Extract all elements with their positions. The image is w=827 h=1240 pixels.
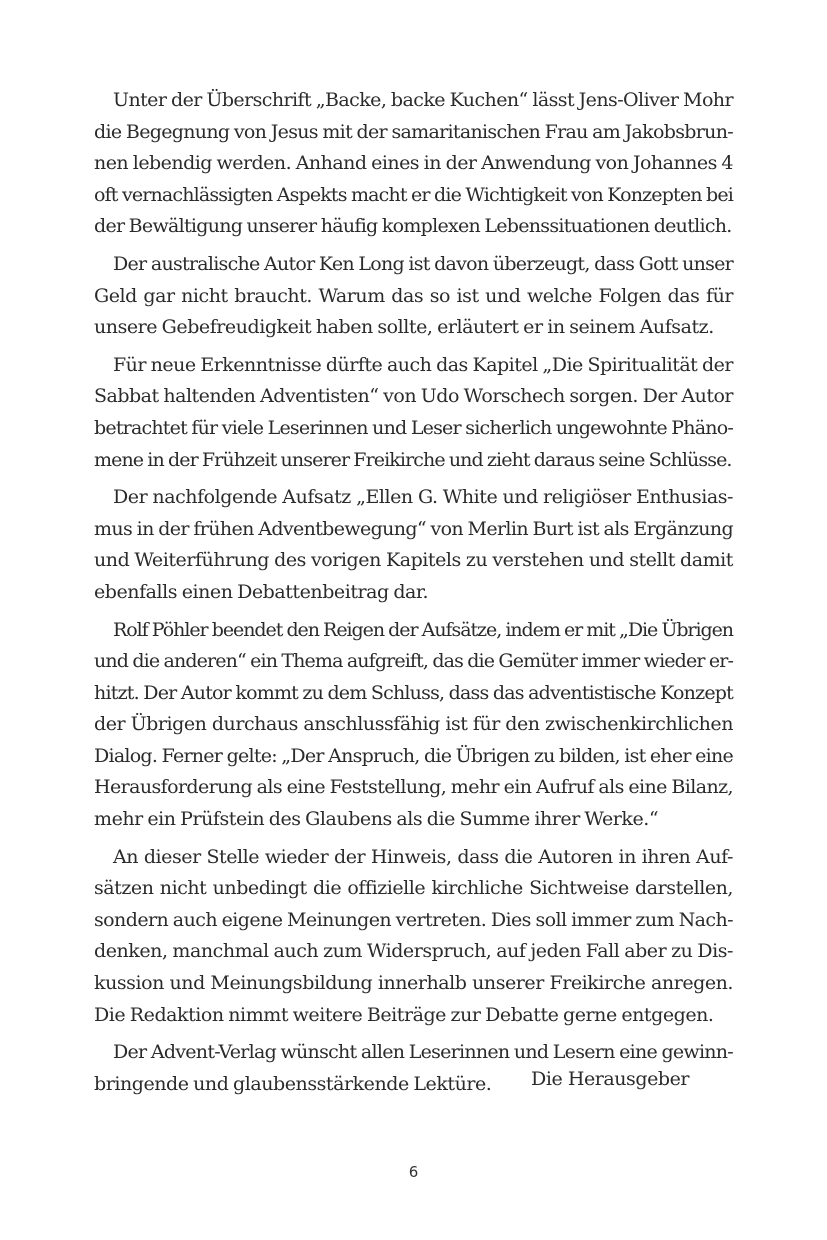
paragraph [94,482,733,608]
text-line: Für neue Erkenntnisse dürfte auch das Kapitel „Die Spiritualität der [113,353,733,376]
text-line: Herausforderung als eine Feststellung, mehr ein Aufruf als eine Bilanz, [94,776,733,799]
text-line: mene in der Frühzeit unserer Freikirche und zieht daraus seine Schlüsse. [94,448,732,471]
text-line: mus in der frühen Adventbewegung“ von Merlin Burt ist als Ergänzung [94,517,733,540]
text-line: oft vernachlässigten Aspekts macht er die Wichtigkeit von Konzepten bei [94,183,733,206]
text-line: der Übrigen durchaus anschlussfähig ist für den zwischenkirchlichen [94,713,733,736]
text-line: hitzt. Der Autor kommt zu dem Schluss, dass das adventistische Konzept [94,681,733,704]
text-line: denken, manchmal auch zum Widerspruch, auf jeden Fall aber zu Dis- [94,940,733,963]
text-line: Dialog. Ferner gelte: „Der Anspruch, die Übrigen zu bilden, ist eher eine [94,744,733,767]
text-line: Sabbat haltenden Adventisten“ von Udo Worschech sorgen. Der Autor [94,385,733,408]
text-line: Geld gar nicht braucht. Warum das so ist und welche Folgen das für [94,284,733,307]
text-line: sätzen nicht unbedingt die offizielle kirchliche Sichtweise darstellen, [94,877,733,900]
text-line: nen lebendig werden. Anhand eines in der Anwendung von Johannes 4 [94,152,733,175]
text-line: Der nachfolgende Aufsatz „Ellen G. White und religiöser Enthusias- [113,486,733,509]
text-line: die Begegnung von Jesus mit der samaritanischen Frau am Jakobsbrun- [94,120,733,143]
paragraph [94,350,733,476]
text-line: betrachtet für viele Leserinnen und Leser sicherlich ungewohnte Phäno- [94,416,733,439]
paragraph [94,249,733,344]
text-line: und die anderen“ ein Thema aufgreift, das die Gemüter immer wieder er- [94,650,733,673]
text-line: mehr ein Prüfstein des Glaubens als die Summe ihrer Werke.“ [94,808,659,831]
text-line: und Weiterführung des vorigen Kapitels zu verstehen und stellt damit [94,549,733,572]
text-line: kussion und Meinungsbildung innerhalb unserer Freikirche anregen. [94,972,733,995]
text-line: Der australische Autor Ken Long ist davon überzeugt, dass Gott unser [113,252,733,275]
text-line: sondern auch eigene Meinungen vertreten. Dies soll immer zum Nach- [94,908,733,931]
paragraph [94,615,733,836]
text-line: Die Redaktion nimmt weitere Beiträge zur Debatte gerne entgegen. [94,1003,714,1026]
text-line: Rolf Pöhler beendet den Reigen der Aufsätze, indem er mit „Die Übrigen [113,618,733,641]
page-number: 6 [408,1163,419,1181]
paragraph [94,842,733,1032]
text-line: Der Advent-Verlag wünscht allen Leserinnen und Lesern eine gewinn- [113,1041,733,1064]
paragraph [94,85,733,243]
text-line: Unter der Überschrift „Backe, backe Kuchen“ lässt Jens-Oliver Mohr [113,89,733,111]
text-line: unsere Gebefreudigkeit haben sollte, erläutert er in seinem Aufsatz. [94,316,714,339]
signature: Die Herausgeber [531,1068,689,1090]
body-text [94,85,733,1106]
text-line: An dieser Stelle wieder der Hinweis, dass die Autoren in ihren Auf- [113,845,733,868]
text-line: bringende und glaubensstärkende Lektüre. [94,1072,492,1095]
text-line: ebenfalls einen Debattenbeitrag dar. [94,580,429,603]
text-line: der Bewältigung unserer häufig komplexen Lebenssituationen deutlich. [94,215,732,238]
